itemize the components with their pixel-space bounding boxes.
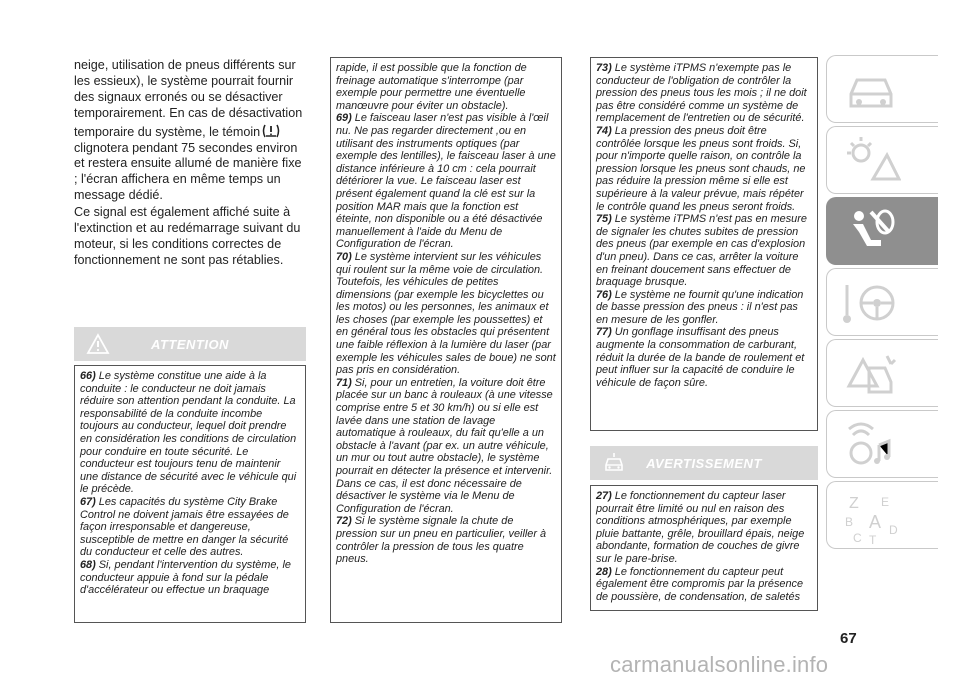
- index-letter: T: [869, 533, 877, 547]
- chapter-tab-emergency[interactable]: [826, 339, 938, 407]
- avertissement-title: AVERTISSEMENT: [646, 455, 762, 471]
- index-letter: E: [881, 495, 890, 509]
- car-icon: [841, 62, 901, 118]
- avertissement-notes: [590, 485, 818, 611]
- index-letter: B: [845, 515, 854, 529]
- note-75: 75) Le système iTPMS n'est pas en mesure de signaler les chutes subites de pression des pneus (par exemple en cas d'explosion d'un pneu). Dans ce cas, arrêter la voiture en freinant doucement sans effectuer de braquage brusque.: [596, 213, 807, 289]
- tpms-warning-light-icon: [261, 122, 281, 140]
- attention-header: [74, 327, 306, 361]
- attention-notes: [74, 365, 306, 623]
- note-74: 74) La pression des pneus doit être contrôlée lorsque les pneus sont froids. Si, pour n'importe quelle raison, on contrôle la pression lorsque les pneus sont chauds, ne pas réduire la pression même si elle est supérieure à la valeur prévue, mais répéter le contrôle quand les pneus seront froids.: [596, 124, 806, 213]
- index-letter: C: [853, 531, 862, 545]
- note-76: 76) Le système ne fournit qu'une indication de basse pression des pneus : il n'est pas en mesure de les gonfler.: [596, 288, 804, 326]
- warning-lights-icon: [841, 133, 901, 189]
- chapter-tab-safety[interactable]: [826, 197, 938, 265]
- emergency-icon: [841, 346, 901, 402]
- multimedia-icon: [841, 417, 901, 473]
- column-2-notes: [330, 57, 562, 623]
- warning-triangle-icon: [86, 333, 110, 355]
- index-letters-icon: [841, 488, 921, 548]
- paragraph-restart-signal: Ce signal est également affiché suite à l'extinction et au redémarrage suivant du moteur, si les conditions correctes de fonctionnement ne sont pas rétablies.: [74, 205, 301, 267]
- note-73: 73) Le système iTPMS n'exempte pas le conducteur de l'obligation de contrôler la pression des pneus tous les mois ; il ne doit pas être considéré comme un système de remplacement de l'entretien ou de sécurité.: [596, 62, 807, 125]
- chapter-tabs: [826, 55, 938, 552]
- note-68-continued: rapide, il est possible que la fonction de freinage automatique s'interrompe (par exemple pour permettre une éventuelle manœuvre pour éviter un obstacle).: [336, 62, 527, 112]
- note-71: 71) Si, pour un entretien, la voiture doit être placée sur un banc à rouleaux (à une vitesse comprise entre 5 et 30 km/h) ou si elle est lavée dans une station de lavage automatique à rouleaux, du fait qu'elle a un obstacle à l'avant (par ex. un autre véhicule, un mur ou tout autre obstacle), le système pourrait en détecter la présence et intervenir. Dans ce cas, il est donc nécessaire de désactiver le système via le Menu de Configuration de l'écran.: [336, 376, 553, 515]
- column-1-text: [74, 58, 306, 269]
- note-68: 68) Si, pendant l'intervention du système, le conducteur appuie à fond sur la pédale d'accélérateur ou effectue un braquage: [80, 558, 291, 597]
- note-27: 27) Le fonctionnement du capteur laser pourrait être limité ou nul en raison des conditions atmosphériques, par exemple pluie battante, grêle, brouillard épais, neige abondante, formation de couches de givre sur le pare-brise.: [596, 490, 805, 565]
- note-67: 67) Les capacités du système City Brake Control ne doivent jamais être essayées de façon irresponsable et dangereuse, susceptible de mettre en danger la sécurité du conducteur et celle des autres.: [80, 495, 289, 559]
- chapter-tab-starting-driving[interactable]: [826, 268, 938, 336]
- airbag-seat-icon: [841, 204, 901, 260]
- chapter-tab-vehicle[interactable]: [826, 55, 938, 123]
- chapter-tab-lights-instruments[interactable]: [826, 126, 938, 194]
- steering-wheel-icon: [841, 275, 901, 331]
- chapter-tab-index[interactable]: [826, 481, 938, 549]
- note-69: 69) Le faisceau laser n'est pas visible à l'œil nu. Ne pas regarder directement ,ou en utilisant des instruments optiques (par exemple des lentilles), le faisceau laser à une distance inférieure à 10 cm : cela pourrait détériorer la vue. Le faisceau laser est présent également quand la clé est sur la position MAR mais que la fonction est éteinte, non disponible ou a été désactivée manuellement à l'aide du Menu de Configuration de l'écran.: [336, 112, 556, 251]
- note-70: 70) Le système intervient sur les véhicules qui roulent sur la même voie de circulation. Toutefois, les véhicules de petites dimensions (par exemple les bicyclettes ou les motos) ou les personnes, les animaux et les choses (par exemple les poussettes) et en général tous les obstacles qui présentent une faible réflexion à la lumière du laser (par exemple les véhicules sales de boue) ne sont pas pris en considération.: [336, 250, 556, 377]
- note-72: 72) Si le système signale la chute de pression sur un pneu en particulier, veiller à contrôler la pression de tous les quatre pneus.: [336, 515, 547, 566]
- car-warning-icon: [602, 452, 626, 474]
- note-28: 28) Le fonctionnement du capteur peut également être compromis par la présence de poussière, de condensation, de saletés: [596, 565, 804, 603]
- watermark: carmanualsonline.info: [610, 652, 829, 677]
- index-letter: D: [889, 523, 898, 537]
- index-letter: A: [869, 512, 882, 532]
- attention-title: ATTENTION: [151, 336, 229, 352]
- index-letter: Z: [849, 495, 859, 512]
- paragraph-tpms-deactivation: neige, utilisation de pneus différents sur les essieux), le système pourrait fournir des signaux erronés ou se désactiver temporairement. En cas de désactivation temporaire du système, le témoin clignotera pendant 75 secondes environ et restera ensuite allumé de manière fixe ; l'écran affichera en même temps un message dédié.: [74, 58, 303, 203]
- column-3-notes: [590, 57, 818, 431]
- chapter-tab-maintenance[interactable]: [826, 410, 938, 478]
- avertissement-header: [590, 446, 818, 480]
- note-77: 77) Un gonflage insuffisant des pneus augmente la consommation de carburant, réduit la durée de la bande de roulement et peut influer sur la capacité de conduire le véhicule de façon sûre.: [596, 326, 805, 389]
- page-number: 67: [840, 630, 857, 647]
- note-66: 66) Le système constitue une aide à la conduite : le conducteur ne doit jamais réduire son attention pendant la conduite. La responsabilité de la conduite incombe toujours au conducteur, lequel doit prendre en considération les conditions de circulation pour conduire en toute sécurité. Le conducteur est toujours tenu de maintenir une distance de sécurité avec le véhicule qui le précède.: [80, 370, 297, 496]
